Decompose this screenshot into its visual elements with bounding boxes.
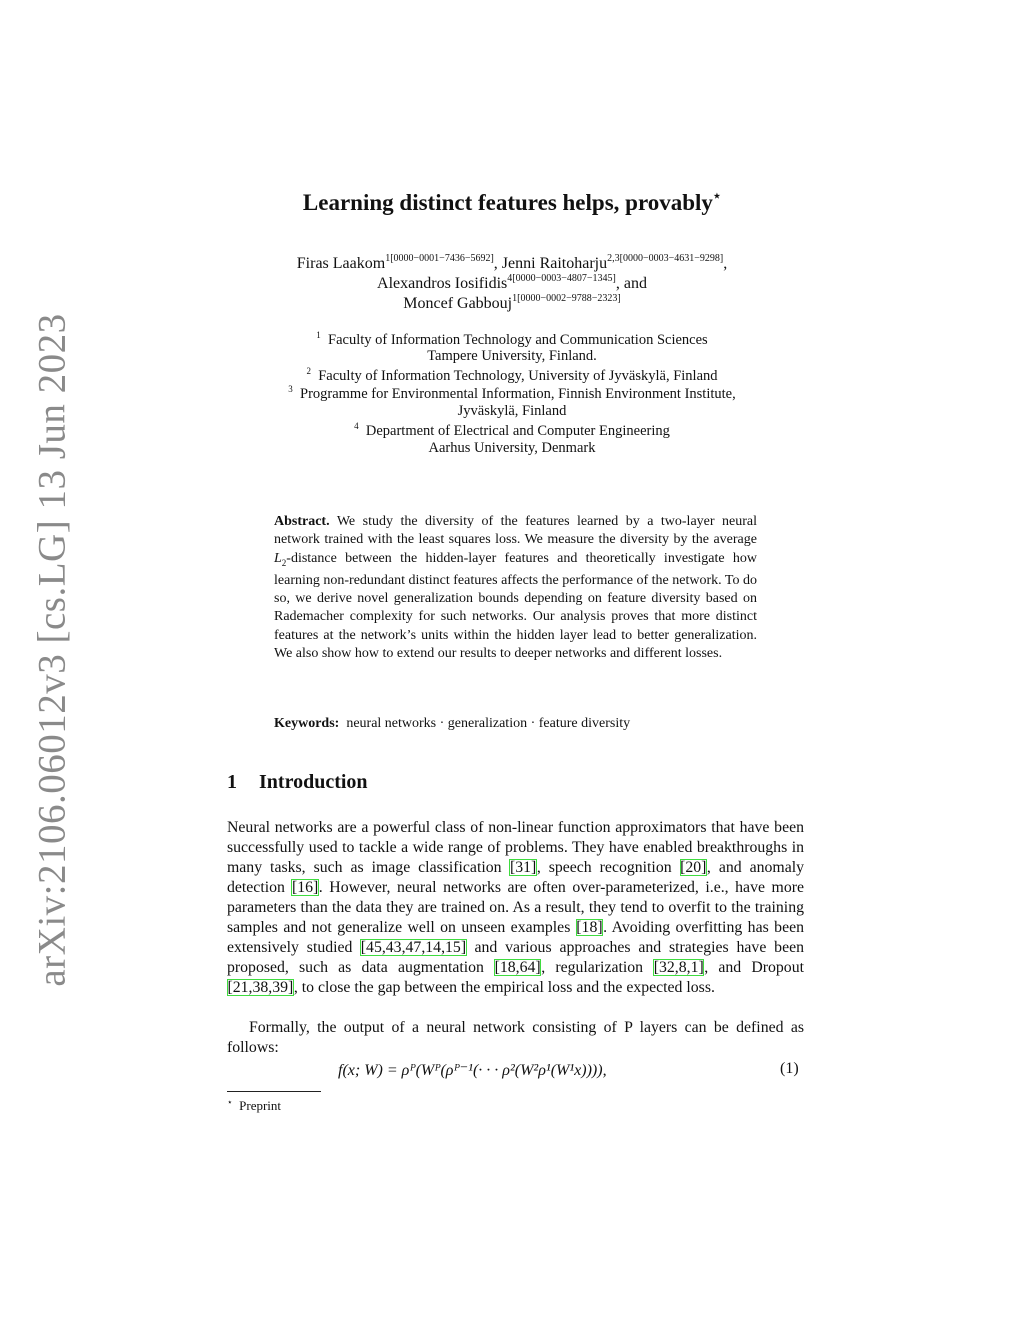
paragraph-text: , and anomaly detection	[227, 859, 804, 896]
author-orcid: 1[0000−0001−7436−5692]	[385, 253, 494, 264]
affiliation-number: 1	[316, 330, 321, 340]
affiliation-number: 4	[354, 421, 359, 431]
abstract-math-sub: 2	[281, 557, 287, 568]
footnote-text: Preprint	[239, 1098, 282, 1113]
affiliation-text: Jyväskylä, Finland	[457, 403, 567, 419]
affiliation-text: Faculty of Information Technology and Communication Sciences	[328, 332, 708, 348]
author-separator: , and	[615, 275, 647, 292]
paper-title	[0, 188, 1024, 216]
citation-link[interactable]: [32,8,1]	[653, 959, 704, 976]
affiliation-3-line-2	[0, 403, 1024, 420]
abstract	[274, 513, 757, 663]
citation-link[interactable]: [31]	[509, 859, 537, 876]
affiliation-text: Department of Electrical and Computer Engineering	[365, 423, 670, 439]
affiliation-2	[0, 366, 1024, 385]
author-separator: ,	[723, 255, 728, 272]
author-line-3	[0, 293, 1024, 313]
section-number: 1	[227, 771, 237, 793]
footnote-divider	[227, 1091, 321, 1092]
paragraph-text: Formally, the output of a neural network consisting of P layers can be defined as follows:	[227, 1019, 804, 1056]
citation-link[interactable]: [16]	[291, 879, 319, 896]
citation-link[interactable]: [20]	[680, 859, 707, 876]
abstract-text: We study the diversity of the features learned by a two-layer neural network trained with the least squares loss. We measure the diversity by the average	[274, 514, 757, 548]
citation-link[interactable]: [45,43,47,14,15]	[360, 939, 467, 956]
paragraph-text: , and Dropout	[704, 959, 804, 976]
author-orcid: 1[0000−0002−9788−2323]	[512, 293, 621, 304]
affiliation-4-line-1	[0, 421, 1024, 440]
paragraph-text: Neural networks are a powerful class of non-linear function approximators that have been successfully used to tackle a wide range of problems. They have enabled breakthroughs in many tasks, such as image classification	[227, 819, 804, 876]
author-name: Moncef Gabbouj	[403, 295, 513, 312]
equation-number: (1)	[780, 1060, 799, 1077]
affiliation-text: Faculty of Information Technology, University of Jyväskylä, Finland	[318, 368, 718, 384]
equation: f(x; W) = ρᴾ(Wᴾ(ρᴾ⁻¹(· · · ρ²(W²ρ¹(W¹x)))),	[338, 1062, 607, 1079]
paragraph-text: . Avoiding overfitting has been extensively studied	[227, 919, 804, 956]
title-footnote-mark: ⋆	[712, 188, 722, 203]
paragraph-text: , to close the gap between the empirical loss and the expected loss.	[293, 979, 715, 996]
author-name: Alexandros Iosifidis	[377, 275, 508, 292]
arxiv-id: arXiv:2106.06012v3 [cs.LG] 13 Jun 2023	[30, 313, 74, 987]
affiliation-1-line-2	[0, 348, 1024, 365]
author-orcid: 4[0000−0003−4807−1345]	[507, 273, 616, 284]
citation-link[interactable]: [18]	[576, 919, 603, 936]
section-title: Introduction	[259, 771, 368, 793]
affiliation-number: 2	[306, 366, 311, 376]
footnote	[227, 1097, 281, 1114]
keywords-label: Keywords:	[274, 716, 340, 731]
author-name: , Jenni Raitoharju	[493, 255, 608, 272]
citation-link[interactable]: [21,38,39]	[227, 979, 294, 996]
affiliation-text: Programme for Environmental Information, Finnish Environment Institute,	[300, 386, 736, 402]
paragraph-text: , regularization	[541, 959, 654, 976]
paragraph-text: , speech recognition	[536, 859, 680, 876]
affiliation-text: Aarhus University, Denmark	[428, 440, 596, 456]
keywords-text: neural networks · generalization · feature diversity	[346, 716, 631, 731]
keywords	[274, 716, 774, 732]
affiliation-1-line-1	[0, 330, 1024, 349]
section-heading	[227, 771, 368, 794]
author-orcid: 2,3[0000−0003−4631−9298]	[607, 253, 724, 264]
abstract-label: Abstract.	[274, 514, 330, 529]
author-line-2	[0, 273, 1024, 293]
intro-paragraph-2	[227, 1018, 804, 1058]
abstract-text: -distance between the hidden-layer features and theoretically investigate how learning non-redundant distinct features affects the performance of the network. To do so, we derive novel generalization bounds depending on feature diversity based on Rademacher complexity for such networks. Our analysis proves that more distinct features at the network’s units within the hidden layer lead to better generalization. We also show how to extend our results to deeper networks and different losses.	[274, 550, 757, 661]
author-name: Firas Laakom	[296, 255, 386, 272]
intro-paragraph-1	[227, 818, 804, 998]
footnote-mark: ⋆	[227, 1097, 233, 1107]
affiliation-number: 3	[288, 384, 293, 394]
paragraph-text: and various approaches and strategies have been proposed, such as data augmentation	[227, 939, 804, 976]
citation-link[interactable]: [18,64]	[494, 959, 541, 976]
affiliation-3-line-1	[0, 384, 1024, 403]
affiliation-text: Tampere University, Finland.	[427, 348, 597, 364]
abstract-math: L	[274, 550, 282, 566]
affiliation-4-line-2	[0, 440, 1024, 457]
author-line-1	[0, 253, 1024, 273]
title-text: Learning distinct features helps, provably	[302, 190, 713, 215]
paragraph-text: . However, neural networks are often over-parameterized, i.e., have more parameters than the data they are trained on. As a result, they tend to overfit to the training samples and not generalize well on unseen examples	[227, 879, 804, 936]
